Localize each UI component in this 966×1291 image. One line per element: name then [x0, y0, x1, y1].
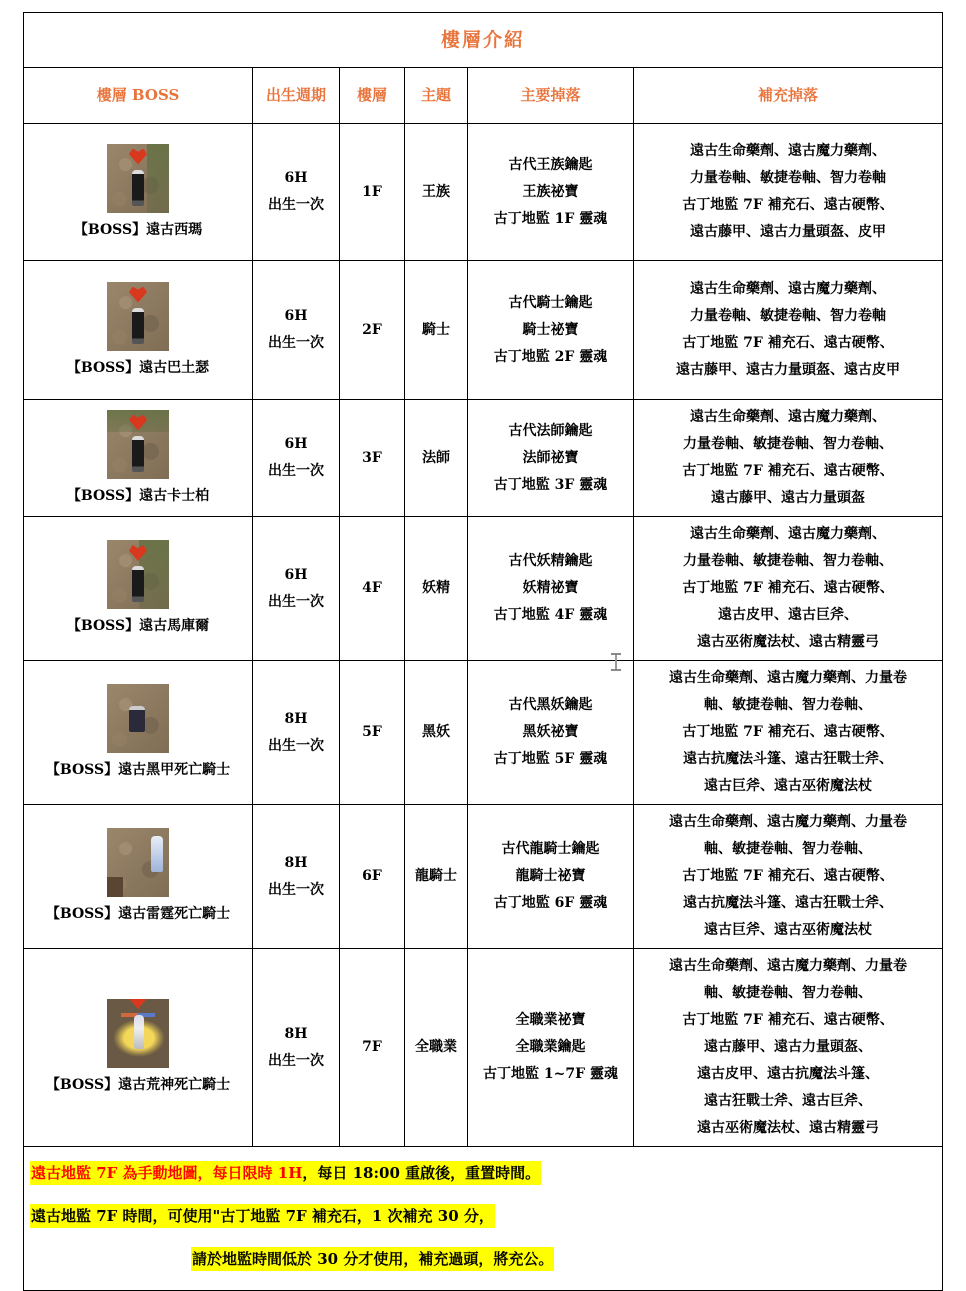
header-floor: 樓層: [340, 68, 405, 124]
cycle-cell: [253, 517, 340, 661]
extra-drops-cell: [634, 805, 943, 949]
boss-cell: [24, 805, 253, 949]
drop-line: 遠古抗魔法斗篷、遠古狂戰士斧、: [683, 895, 894, 911]
drop-line: 力量卷軸、敏捷卷軸、智力卷軸: [690, 170, 887, 186]
table-row: [24, 400, 943, 517]
cycle-cell: [253, 400, 340, 517]
drop-line: 古丁地監 7F 補充石、遠古硬幣、: [682, 335, 894, 351]
cycle-desc: 出生一次: [268, 737, 324, 754]
theme-cell: 龍騎士: [405, 805, 468, 949]
note-highlight: [30, 1161, 541, 1185]
cycle-cell: [253, 261, 340, 400]
note-line-1: [24, 1161, 942, 1204]
floor-cell: 4F: [340, 517, 405, 661]
table-row: [24, 661, 943, 805]
boss-name: 【BOSS】遠古荒神死亡騎士: [45, 1077, 231, 1093]
drop-item: 王族祕寶: [522, 183, 579, 200]
boss-cell: [24, 949, 253, 1147]
boss-portrait-icon: [107, 828, 169, 897]
drop-item: 黑妖祕寶: [522, 724, 579, 740]
drop-line: 遠古藤甲、遠古力量頭盔、皮甲: [690, 224, 887, 240]
theme-cell: 妖精: [405, 517, 468, 661]
drop-item: 古丁地監 6F 靈魂: [493, 895, 608, 911]
drop-line: 遠古巫術魔法杖、遠古精靈弓: [697, 1120, 880, 1136]
drop-line: 遠古藤甲、遠古力量頭盔、遠古皮甲: [676, 362, 901, 378]
text-cursor-icon: [611, 653, 621, 671]
header-boss: 樓層 BOSS: [24, 68, 253, 124]
note-warning-text: 遠古地監 7F 為手動地圖，每日限時 1H: [31, 1164, 303, 1182]
drop-line: 遠古生命藥劑、遠古魔力藥劑、: [690, 143, 887, 159]
cycle-hours: 6H: [284, 566, 308, 583]
drop-line: 古丁地監 7F 補充石、遠古硬幣、: [682, 580, 894, 596]
main-drops-cell: [468, 124, 634, 261]
drop-item: 古代法師鑰匙: [508, 422, 593, 439]
boss-cell: [24, 517, 253, 661]
drop-line: 遠古生命藥劑、遠古魔力藥劑、力量卷: [669, 670, 908, 686]
cycle-hours: 6H: [284, 308, 308, 324]
table-title: 樓層介紹: [24, 13, 943, 68]
drop-line: 軸、敏捷卷軸、智力卷軸、: [704, 985, 873, 1001]
drop-line: 遠古生命藥劑、遠古魔力藥劑、: [690, 526, 887, 542]
drop-item: 古代黑妖鑰匙: [508, 697, 593, 713]
header-theme: 主題: [405, 68, 468, 124]
header-main-drops: 主要掉落: [468, 68, 634, 124]
main-drops-cell: [468, 805, 634, 949]
theme-cell: 法師: [405, 400, 468, 517]
table-row: [24, 261, 943, 400]
drop-line: 遠古巨斧、遠古巫術魔法杖: [704, 778, 873, 794]
boss-name: 【BOSS】遠古西瑪: [73, 221, 203, 238]
notes-row: [24, 1147, 943, 1291]
table-row: [24, 805, 943, 949]
boss-portrait-icon: [107, 144, 169, 213]
extra-drops-cell: [634, 400, 943, 517]
cycle-hours: 8H: [284, 854, 308, 871]
note-line-3: [24, 1247, 942, 1290]
cycle-cell: [253, 124, 340, 261]
main-drops-cell: [468, 517, 634, 661]
drop-item: 古代妖精鑰匙: [508, 553, 593, 569]
floor-cell: 7F: [340, 949, 405, 1147]
cycle-hours: 8H: [284, 1025, 308, 1042]
main-drops-cell: [468, 261, 634, 400]
main-drops-cell: [468, 949, 634, 1147]
drop-line: 古丁地監 7F 補充石、遠古硬幣、: [682, 868, 894, 884]
drop-line: 力量卷軸、敏捷卷軸、智力卷軸: [690, 308, 887, 324]
note-text: ，每日 18:00 重啟後，重置時間。: [302, 1164, 541, 1182]
extra-drops-cell: [634, 517, 943, 661]
boss-cell: [24, 400, 253, 517]
cycle-cell: [253, 805, 340, 949]
boss-cell: [24, 261, 253, 400]
header-row: [24, 68, 943, 124]
notes-cell: [24, 1147, 943, 1291]
drop-line: 遠古巨斧、遠古巫術魔法杖: [704, 922, 873, 938]
note-line-2: [24, 1204, 942, 1247]
theme-cell: 黑妖: [405, 661, 468, 805]
cycle-hours: 6H: [284, 436, 308, 452]
table-row: [24, 517, 943, 661]
drop-line: 遠古生命藥劑、遠古魔力藥劑、力量卷: [669, 814, 908, 830]
drop-line: 古丁地監 7F 補充石、遠古硬幣、: [682, 1012, 894, 1028]
boss-name: 【BOSS】遠古馬庫爾: [66, 618, 210, 634]
boss-name: 【BOSS】遠古巴土瑟: [66, 359, 210, 376]
header-cycle: 出生週期: [253, 68, 340, 124]
floor-intro-table: [23, 12, 943, 1291]
extra-drops-cell: [634, 949, 943, 1147]
drop-line: 軸、敏捷卷軸、智力卷軸、: [704, 697, 873, 713]
boss-cell: [24, 661, 253, 805]
drop-line: 古丁地監 7F 補充石、遠古硬幣、: [682, 724, 894, 740]
drop-line: 遠古抗魔法斗篷、遠古狂戰士斧、: [683, 751, 894, 767]
cycle-desc: 出生一次: [268, 593, 324, 610]
drop-item: 古丁地監 1F 靈魂: [493, 210, 608, 227]
drop-item: 古代騎士鑰匙: [508, 294, 593, 311]
cycle-desc: 出生一次: [268, 463, 324, 479]
drop-item: 古丁地監 3F 靈魂: [493, 476, 608, 493]
table-row: [24, 124, 943, 261]
drop-line: 力量卷軸、敏捷卷軸、智力卷軸、: [683, 436, 894, 452]
drop-item: 古丁地監 5F 靈魂: [493, 751, 608, 767]
extra-drops-cell: [634, 661, 943, 805]
boss-name: 【BOSS】遠古卡士柏: [66, 487, 210, 504]
extra-drops-cell: [634, 124, 943, 261]
header-extra-drops: 補充掉落: [634, 68, 943, 124]
note-highlight: 請於地監時間低於 30 分才使用，補充過頭，將充公。: [191, 1247, 554, 1271]
drop-line: 遠古生命藥劑、遠古魔力藥劑、力量卷: [669, 958, 908, 974]
floor-cell: 6F: [340, 805, 405, 949]
drop-item: 古丁地監 4F 靈魂: [493, 607, 608, 623]
drop-item: 古代王族鑰匙: [508, 156, 593, 173]
cycle-desc: 出生一次: [268, 197, 324, 213]
extra-drops-cell: [634, 261, 943, 400]
drop-item: 古代龍騎士鑰匙: [501, 841, 600, 857]
boss-portrait-icon: [107, 282, 169, 351]
drop-item: 法師祕寶: [522, 449, 579, 466]
drop-item: 古丁地監 1~7F 靈魂: [483, 1066, 618, 1082]
drop-line: 力量卷軸、敏捷卷軸、智力卷軸、: [683, 553, 894, 569]
cycle-cell: [253, 949, 340, 1147]
boss-name: 【BOSS】遠古雷霆死亡騎士: [45, 906, 231, 922]
drop-item: 妖精祕寶: [522, 580, 579, 596]
drop-line: 遠古藤甲、遠古力量頭盔、: [704, 1039, 873, 1055]
cycle-hours: 6H: [284, 170, 308, 186]
boss-portrait-icon: [107, 410, 169, 479]
table-row: [24, 949, 943, 1147]
theme-cell: 全職業: [405, 949, 468, 1147]
floor-cell: 2F: [340, 261, 405, 400]
drop-line: 古丁地監 7F 補充石、遠古硬幣、: [682, 463, 894, 479]
drop-line: 遠古藤甲、遠古力量頭盔: [711, 490, 866, 506]
drop-item: 全職業祕寶: [515, 1012, 586, 1028]
cycle-desc: 出生一次: [268, 1052, 324, 1069]
drop-item: 龍騎士祕寶: [515, 868, 586, 884]
theme-cell: 王族: [405, 124, 468, 261]
cycle-desc: 出生一次: [268, 335, 324, 351]
drop-line: 古丁地監 7F 補充石、遠古硬幣、: [682, 197, 894, 213]
drop-line: 遠古皮甲、遠古抗魔法斗篷、: [697, 1066, 880, 1082]
drop-line: 軸、敏捷卷軸、智力卷軸、: [704, 841, 873, 857]
main-drops-cell: [468, 400, 634, 517]
boss-portrait-icon: [107, 684, 169, 753]
cycle-desc: 出生一次: [268, 881, 324, 898]
drop-item: 古丁地監 2F 靈魂: [493, 348, 608, 365]
main-drops-cell: [468, 661, 634, 805]
note-highlight: 遠古地監 7F 時間，可使用"古丁地監 7F 補充石，1 次補充 30 分，: [30, 1204, 495, 1228]
drop-line: 遠古生命藥劑、遠古魔力藥劑、: [690, 281, 887, 297]
drop-line: 遠古狂戰士斧、遠古巨斧、: [704, 1093, 873, 1109]
boss-cell: [24, 124, 253, 261]
drop-line: 遠古皮甲、遠古巨斧、: [718, 607, 859, 623]
floor-cell: 5F: [340, 661, 405, 805]
floor-cell: 3F: [340, 400, 405, 517]
boss-portrait-icon: [107, 999, 169, 1068]
theme-cell: 騎士: [405, 261, 468, 400]
boss-name: 【BOSS】遠古黑甲死亡騎士: [45, 762, 231, 778]
drop-item: 全職業鑰匙: [515, 1039, 586, 1055]
cycle-hours: 8H: [284, 710, 308, 727]
drop-item: 騎士祕寶: [522, 321, 579, 338]
boss-portrait-icon: [107, 540, 169, 609]
drop-line: 遠古巫術魔法杖、遠古精靈弓: [697, 634, 880, 650]
cycle-cell: [253, 661, 340, 805]
drop-line: 遠古生命藥劑、遠古魔力藥劑、: [690, 409, 887, 425]
floor-cell: 1F: [340, 124, 405, 261]
